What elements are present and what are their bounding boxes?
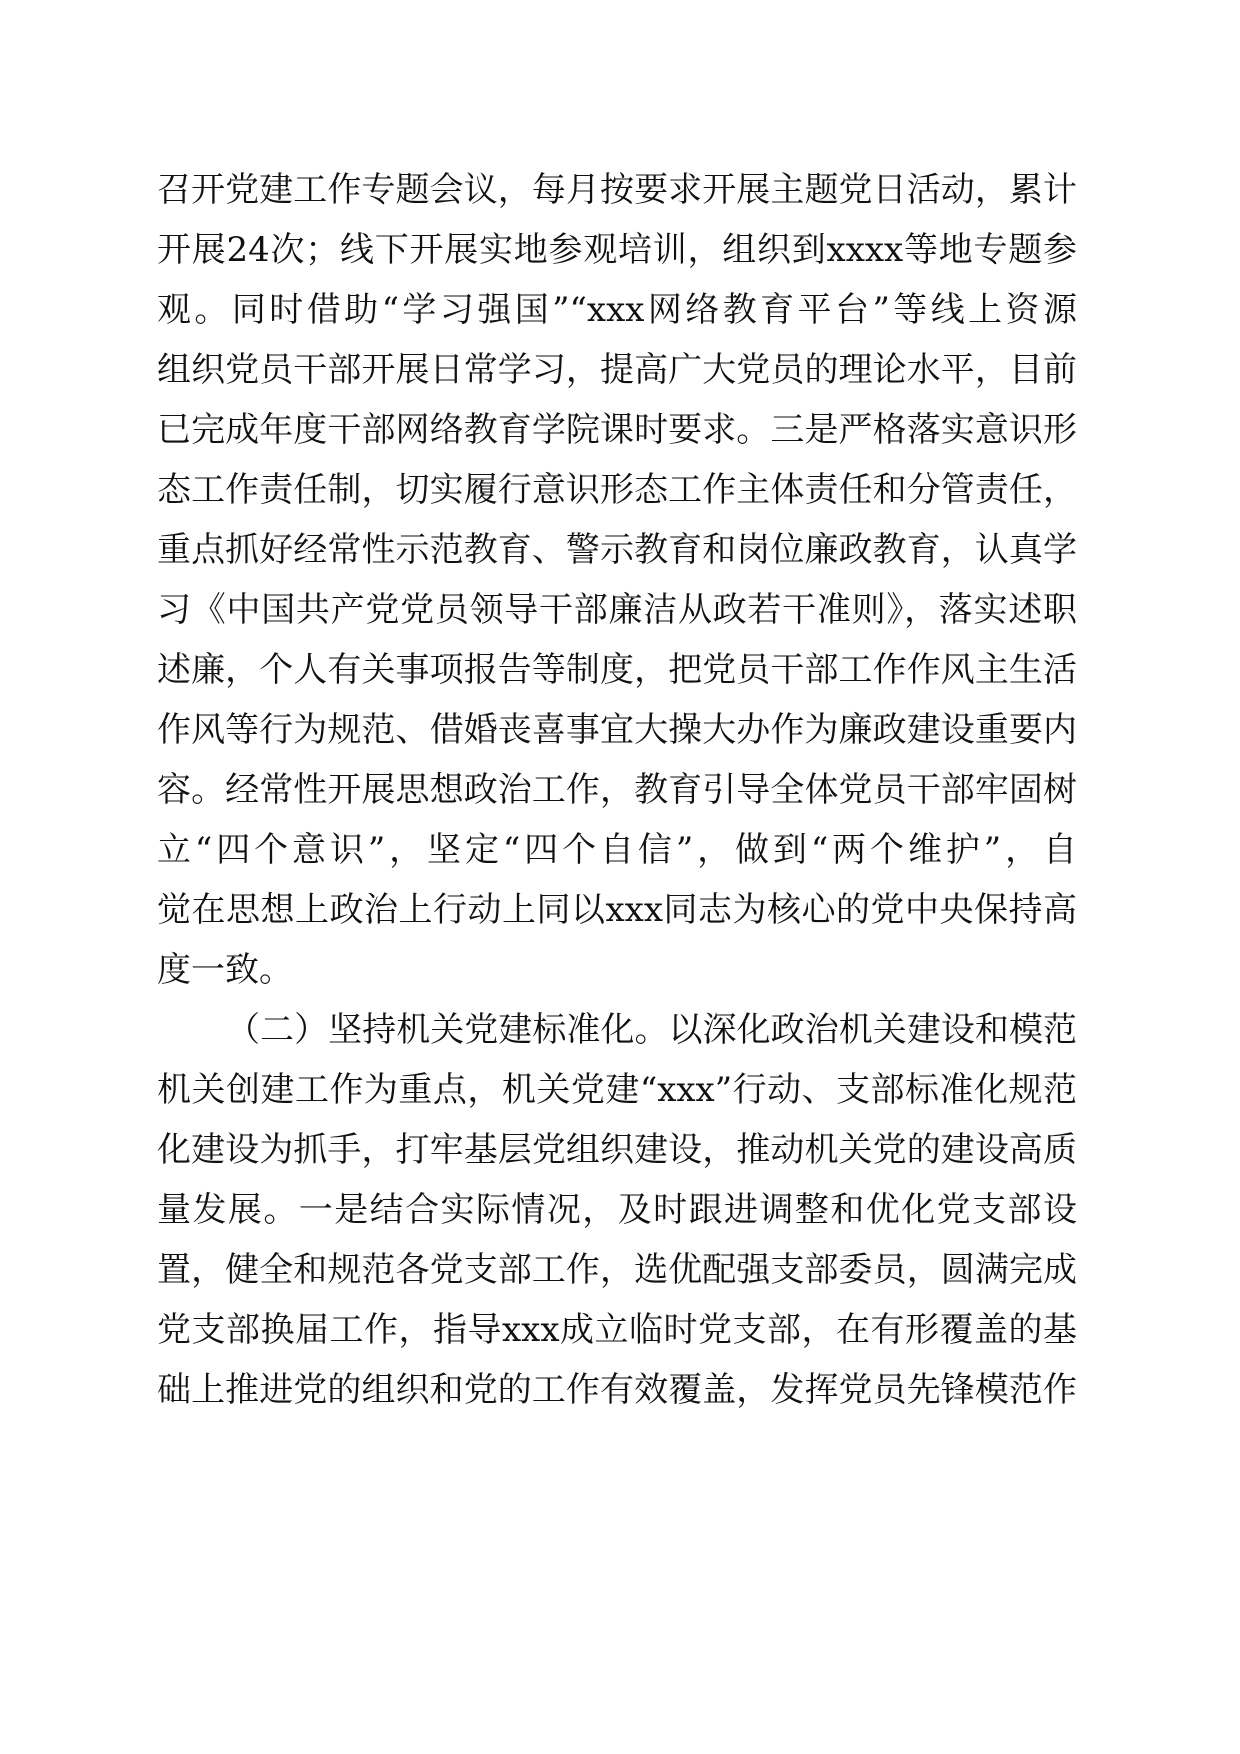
text-line: 量发展。一是结合实际情况，及时跟进调整和优化党支部设 (157, 1190, 1077, 1230)
text-line: 觉在思想上政治上行动上同以xxx同志为核心的党中央保持高 (157, 890, 1077, 930)
text-line: 机关创建工作为重点，机关党建“xxx”行动、支部标准化规范 (157, 1070, 1077, 1110)
text-line: 容。经常性开展思想政治工作，教育引导全体党员干部牢固树 (157, 770, 1077, 810)
text-line: 述廉，个人有关事项报告等制度，把党员干部工作作风主生活 (157, 650, 1077, 690)
text-line: 态工作责任制，切实履行意识形态工作主体责任和分管责任， (157, 470, 1077, 510)
section-heading-line: （二）坚持机关党建标准化。以深化政治机关建设和模范 (226, 1010, 1077, 1050)
text-line: 置，健全和规范各党支部工作，选优配强支部委员，圆满完成 (157, 1250, 1077, 1290)
text-line: 作风等行为规范、借婚丧喜事宜大操大办作为廉政建设重要内 (157, 710, 1077, 750)
text-line: 党支部换届工作，指导xxx成立临时党支部，在有形覆盖的基 (157, 1310, 1077, 1350)
text-line: 观。同时借助“学习强国”“xxx网络教育平台”等线上资源 (157, 290, 1077, 330)
text-line: 组织党员干部开展日常学习，提高广大党员的理论水平，目前 (157, 350, 1077, 390)
text-line: 习《中国共产党党员领导干部廉洁从政若干准则》，落实述职 (157, 590, 1077, 630)
text-line: 础上推进党的组织和党的工作有效覆盖，发挥党员先锋模范作 (157, 1370, 1077, 1410)
text-line: 开展24次；线下开展实地参观培训，组织到xxxx等地专题参 (157, 230, 1077, 270)
text-line: 召开党建工作专题会议，每月按要求开展主题党日活动，累计 (157, 170, 1077, 210)
text-line: 度一致。 (157, 950, 293, 990)
text-line: 已完成年度干部网络教育学院课时要求。三是严格落实意识形 (157, 410, 1077, 450)
text-line: 立“四个意识”，坚定“四个自信”，做到“两个维护”，自 (157, 830, 1077, 870)
text-line: 重点抓好经常性示范教育、警示教育和岗位廉政教育，认真学 (157, 530, 1077, 570)
text-line: 化建设为抓手，打牢基层党组织建设，推动机关党的建设高质 (157, 1130, 1077, 1170)
